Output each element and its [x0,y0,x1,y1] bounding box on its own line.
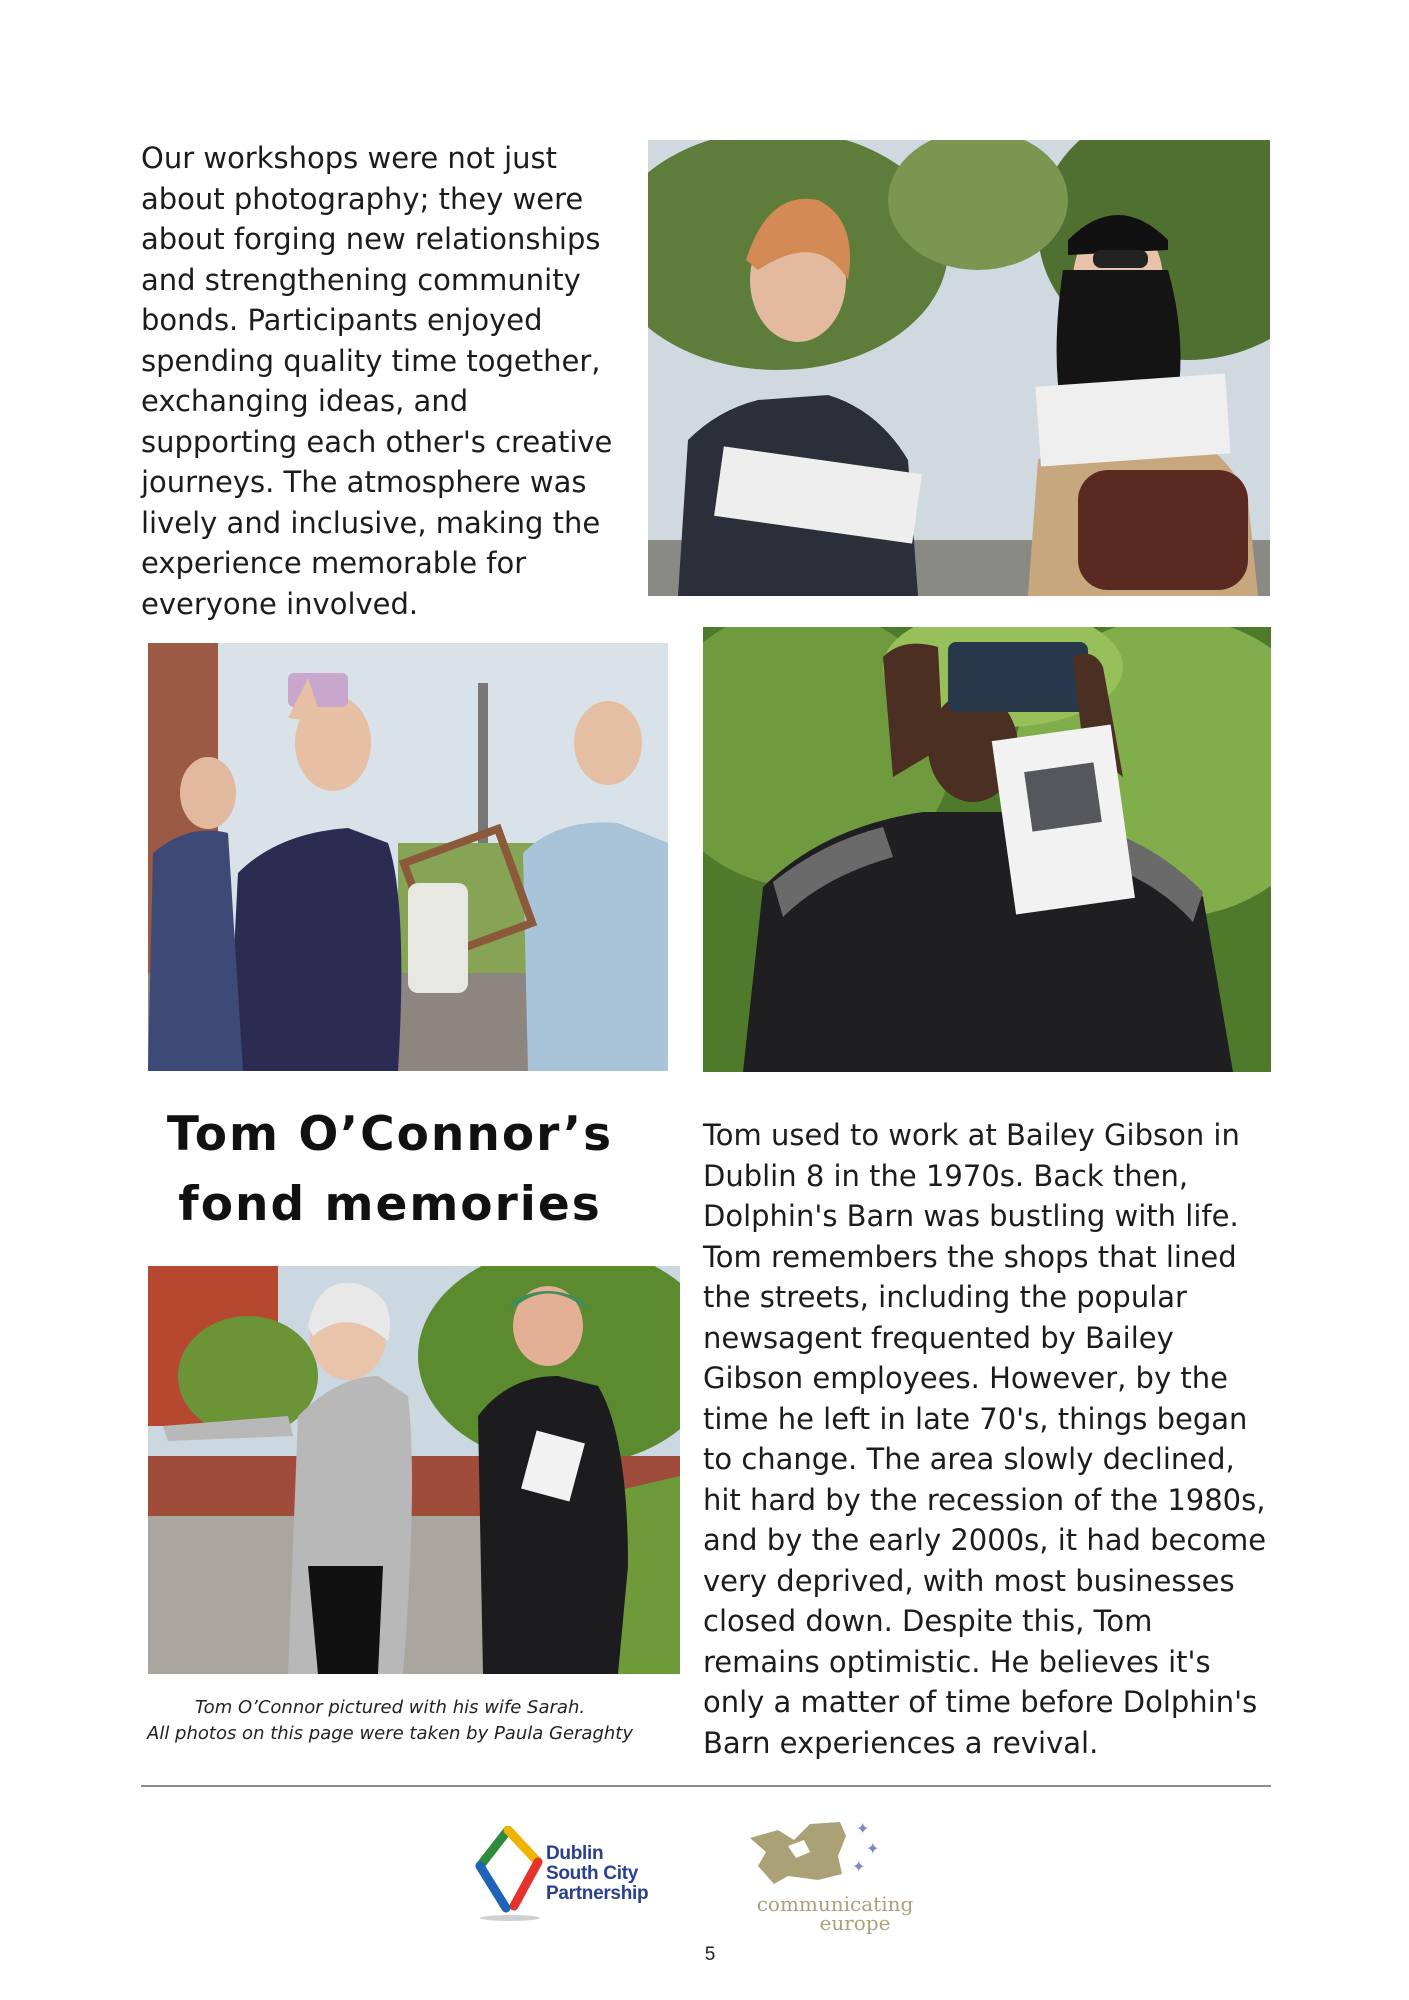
story-line: Tom remembers the shops that lined [703,1239,1237,1274]
story-line: to change. The area slowly declined, [703,1442,1235,1476]
intro-line: about photography; they were [141,181,584,216]
dsc-logo-line-1: Dublin [546,1843,604,1864]
story-line: and by the early 2000s, it had become [703,1523,1267,1557]
story-paragraph [703,1115,1293,1763]
story-line: newsagent frequented by Bailey [703,1320,1174,1355]
story-line: Dublin 8 in the 1970s. Back then, [703,1158,1189,1193]
ce-logo-line-2: europe [819,1911,891,1935]
svg-text:✦: ✦ [856,1819,870,1838]
caption-line-2: All photos on this page were taken by Paula Geraghty [147,1723,633,1744]
heading-line-2: fond memories [178,1177,602,1232]
intro-line: and strengthening community [141,262,581,297]
footer-divider [141,1785,1271,1787]
intro-line: bonds. Participants enjoyed [141,303,543,337]
svg-text:✦: ✦ [852,1857,866,1876]
heading-line-1: Tom O’Connor’s [166,1107,614,1162]
caption-line-1: Tom O’Connor pictured with his wife Sarah. [194,1697,586,1718]
photo-two-women [648,140,1270,596]
intro-paragraph [141,138,641,624]
intro-line: everyone involved. [141,586,419,621]
intro-line: spending quality time together, [141,343,601,378]
story-line: only a matter of time before Dolphin's [703,1685,1258,1719]
story-line: hit hard by the recession of the 1980s, [703,1482,1266,1517]
svg-text:✦: ✦ [866,1839,880,1858]
intro-line: lively and inclusive, making the [141,505,601,540]
story-line: Tom used to work at Bailey Gibson in [703,1118,1240,1152]
story-line: Dolphin's Barn was bustling with life. [703,1199,1239,1233]
story-line: Barn experiences a revival. [703,1725,1099,1760]
dsc-logo-line-2: South City [546,1863,638,1884]
photo-man-with-phone [703,627,1271,1072]
intro-line: journeys. The atmosphere was [141,465,587,499]
dublin-south-city-partnership-logo [466,1826,676,1926]
intro-line: supporting each other's creative [141,424,613,459]
section-heading [120,1100,660,1240]
story-line: Gibson employees. However, by the [703,1361,1228,1395]
intro-line: exchanging ideas, and [141,384,469,418]
story-line: the streets, including the popular [703,1280,1187,1314]
page-number: 5 [704,1944,716,1965]
dsc-diamond-logo-icon [466,1826,550,1922]
ce-logo-line-1: communicating [756,1892,914,1916]
intro-line: experience memorable for [141,546,527,580]
photo-caption [130,1695,650,1747]
intro-line: Our workshops were not just [141,141,558,175]
dsc-logo-text [546,1844,686,1904]
story-line: very deprived, with most businesses [703,1563,1235,1598]
dsc-logo-line-3: Partnership [546,1883,649,1904]
photo-group-taking-pictures [148,643,668,1071]
intro-line: about forging new relationships [141,222,601,256]
story-line: time he left in late 70's, things began [703,1401,1248,1436]
ireland-map-stars-icon [748,1816,888,1888]
communicating-europe-logo [740,1816,930,1940]
photo-tom-and-sarah [148,1266,680,1674]
story-line: remains optimistic. He believes it's [703,1644,1211,1679]
story-line: closed down. Despite this, Tom [703,1604,1153,1638]
